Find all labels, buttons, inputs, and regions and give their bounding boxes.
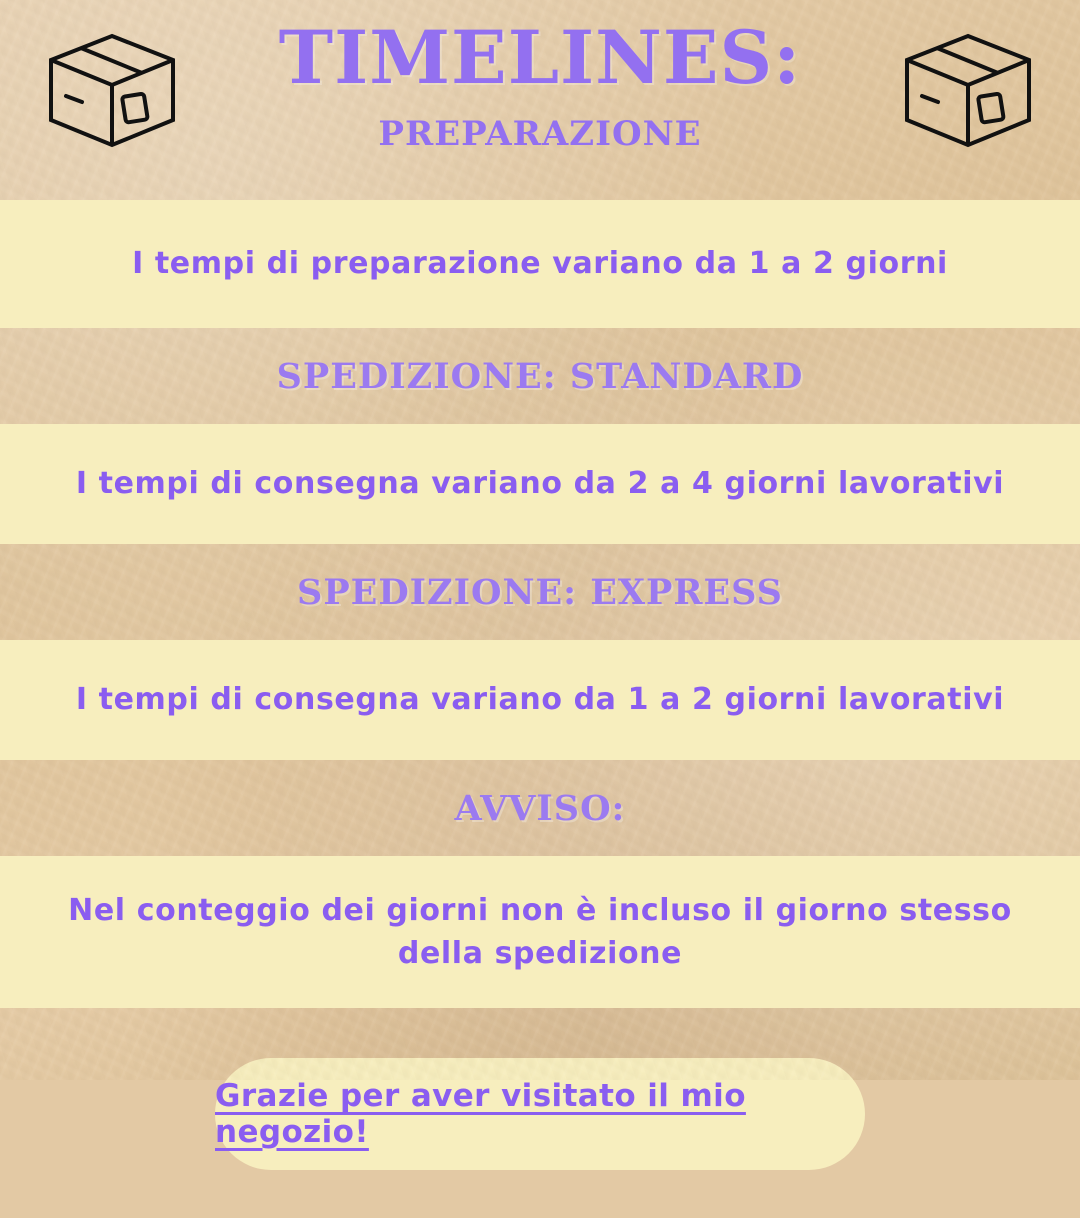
- package-box-icon: [898, 28, 1038, 157]
- footer: [0, 1058, 1080, 1218]
- poster-header: [0, 0, 1080, 200]
- thank-you-text: Grazie per aver visitato il mio negozio!: [215, 1078, 746, 1150]
- spacer: [0, 1008, 1080, 1058]
- express-shipping-heading-band: [0, 544, 1080, 640]
- notice-text: Nel conteggio dei giorni non è incluso il giorno stesso della spedizione: [68, 892, 1012, 971]
- preparation-band: [0, 200, 1080, 328]
- notice-heading-band: [0, 760, 1080, 856]
- express-shipping-heading: SPEDIZIONE: EXPRESS: [297, 571, 783, 613]
- notice-heading: AVVISO:: [454, 787, 626, 829]
- page-title: TIMELINES:: [278, 15, 802, 101]
- notice-band: [0, 856, 1080, 1008]
- title-block: [278, 0, 802, 154]
- standard-shipping-band: [0, 424, 1080, 544]
- package-box-icon: [42, 28, 182, 157]
- thank-you-pill: [215, 1058, 865, 1170]
- page-subtitle: PREPARAZIONE: [378, 114, 702, 154]
- express-shipping-band: [0, 640, 1080, 760]
- standard-shipping-heading: SPEDIZIONE: STANDARD: [276, 355, 804, 397]
- express-shipping-text: I tempi di consegna variano da 1 a 2 giorni lavorativi: [75, 682, 1005, 718]
- standard-shipping-heading-band: [0, 328, 1080, 424]
- preparation-text: I tempi di preparazione variano da 1 a 2 giorni: [132, 246, 948, 282]
- standard-shipping-text: I tempi di consegna variano da 2 a 4 giorni lavorativi: [75, 466, 1005, 502]
